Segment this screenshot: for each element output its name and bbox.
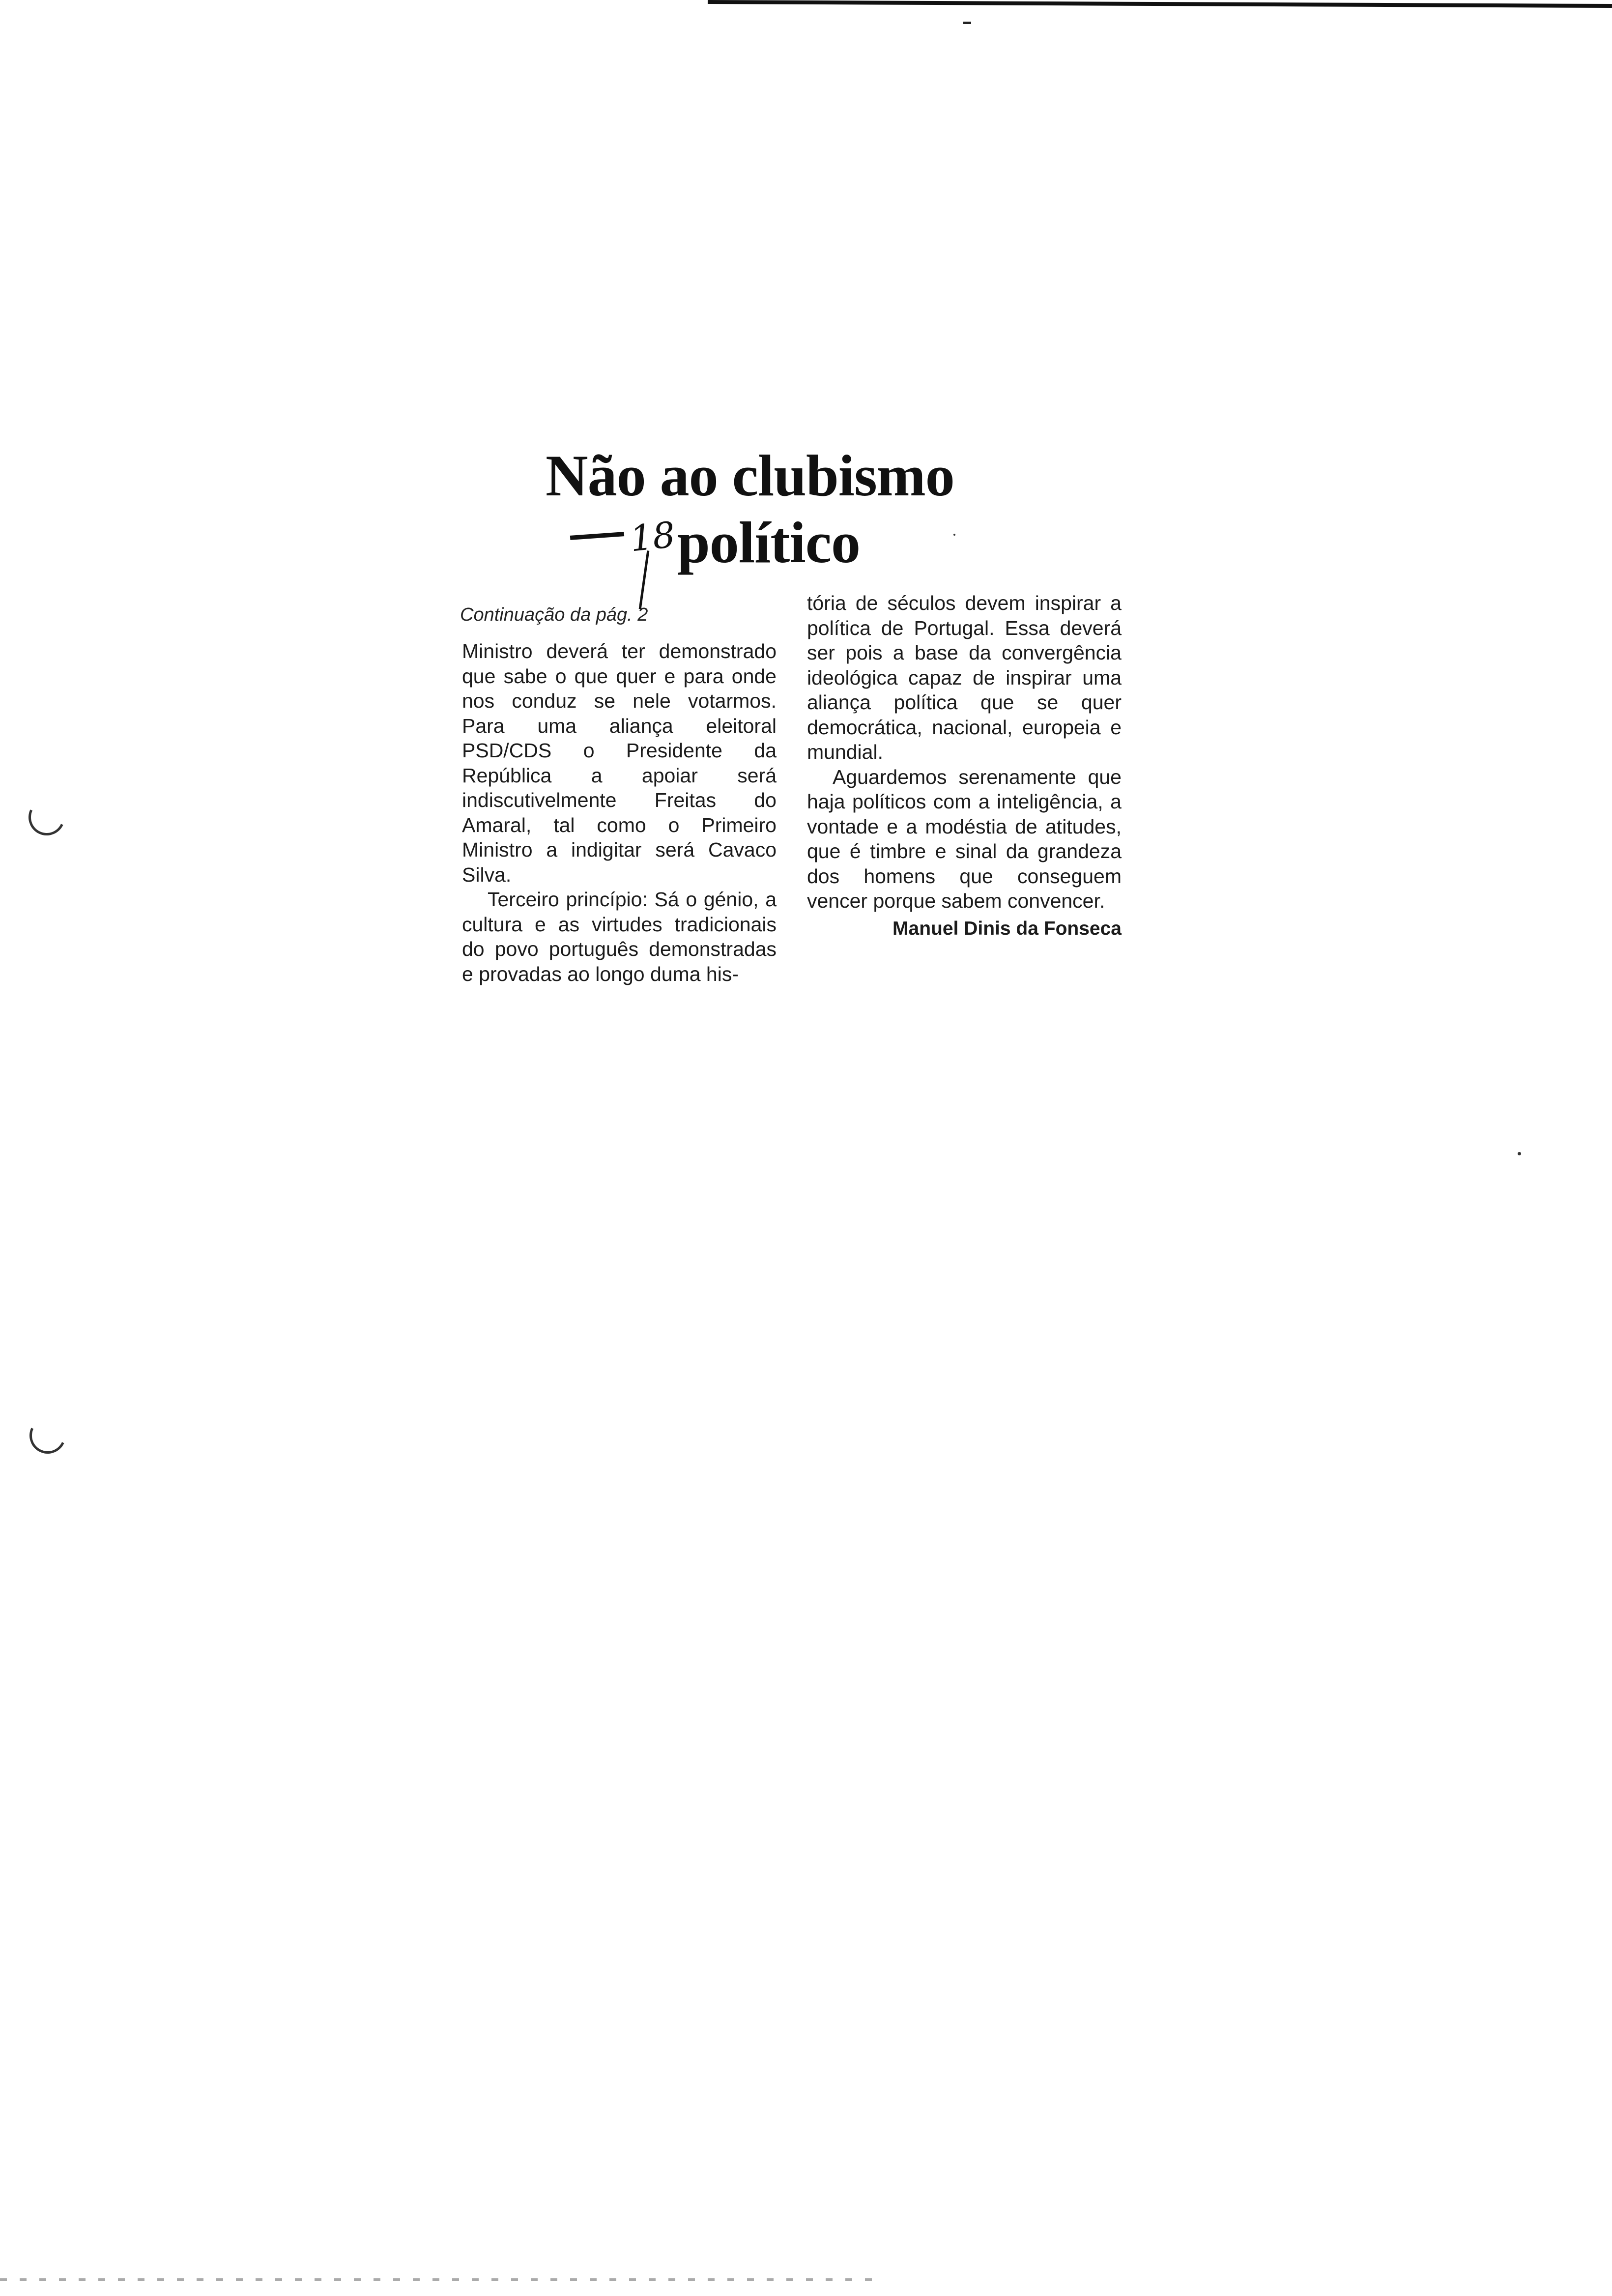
headline-line-1: Não ao clubismo — [546, 443, 954, 508]
paragraph: Aguardemos serenamente que haja políticos com a inteligência, a vontade e a modéstia de atitudes, que é timbre e sinal da grandeza dos homens que conseguem vencer porque sabem convencer. — [807, 765, 1122, 912]
continuation-note: Continuação da pág. 2 — [460, 604, 648, 625]
author-signature: Manuel Dinis da Fonseca — [892, 918, 1122, 939]
article-column-left — [462, 639, 777, 986]
paragraph: Terceiro princípio: Sá o génio, a cultura e as virtudes tradicionais do povo português demonstradas e provadas ao longo duma his- — [462, 888, 777, 985]
scan-bottom-noise — [0, 2278, 885, 2281]
paragraph: tória de séculos devem inspirar a política de Portugal. Essa deverá ser pois a base da convergência ideológica capaz de inspirar uma aliança política que se quer democrática, nacional, europeia e mundial. — [807, 592, 1122, 763]
newspaper-clipping — [457, 442, 1125, 1042]
scan-speck — [1518, 1152, 1521, 1155]
paragraph: Ministro deverá ter demonstrado que sabe o que quer e para onde nos conduz se nele votarmos. Para uma aliança eleitoral PSD/CDS o Presidente da República a apoiar será indiscutivelmente Freitas do Amaral, tal como o Primeiro Ministro a indigitar será Cavaco Silva. — [462, 640, 777, 886]
punch-hole-mark — [25, 1412, 71, 1459]
scan-edge-line — [708, 0, 1612, 8]
handwritten-note: 18 — [628, 514, 677, 560]
headline-line-2: político — [677, 510, 860, 575]
scan-mark — [963, 22, 971, 24]
article-column-right — [807, 591, 1122, 941]
punch-hole-mark — [24, 794, 70, 841]
scan-speck — [953, 534, 955, 536]
headline — [546, 442, 954, 576]
